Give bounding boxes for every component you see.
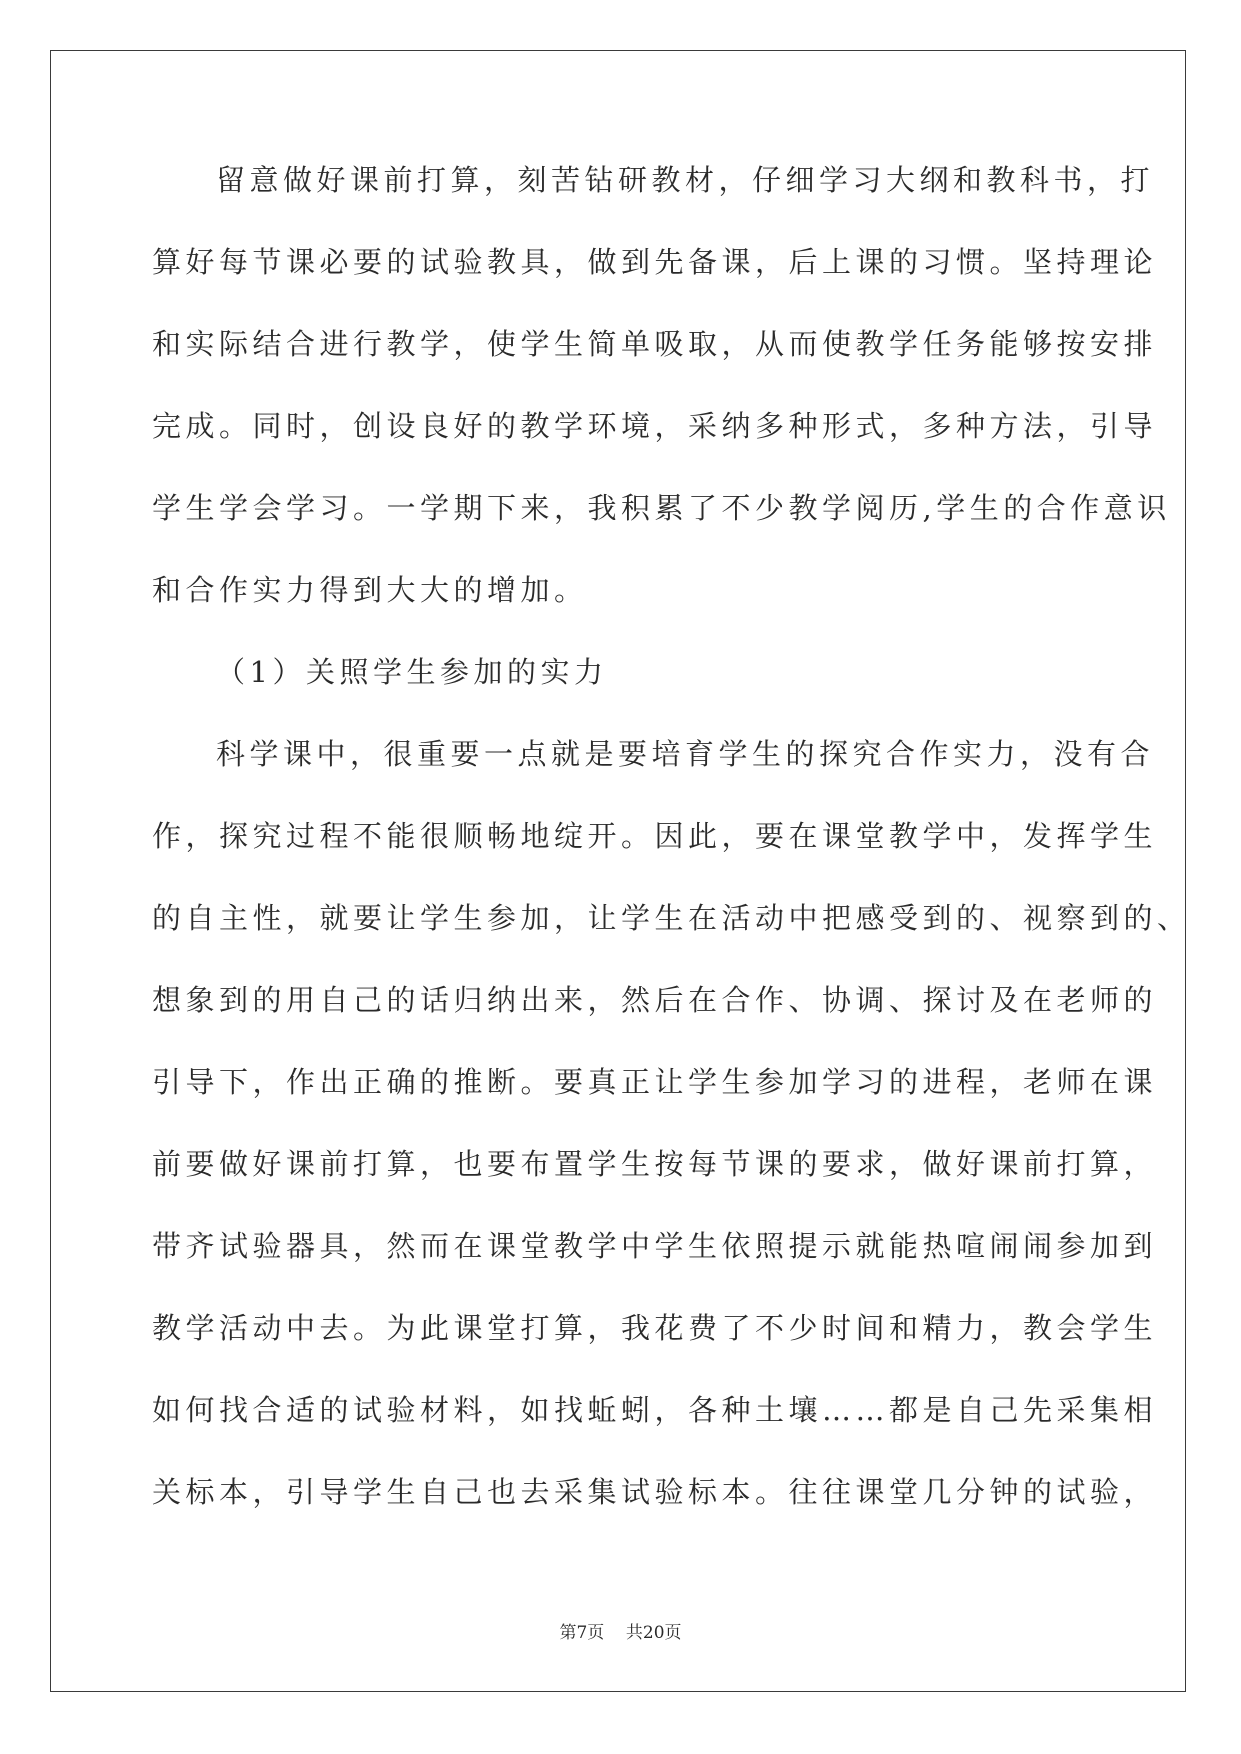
text-line: 学生学会学习。一学期下来，我积累了不少教学阅历,学生的合作意识 — [152, 491, 1171, 525]
text-line: 想象到的用自己的话归纳出来，然后在合作、协调、探讨及在老师的 — [152, 983, 1158, 1017]
text-line: 关标本，引导学生自己也去采集试验标本。往往课堂几分钟的试验， — [152, 1475, 1158, 1509]
document-body — [152, 162, 1191, 1556]
text-line: 如何找合适的试验材料，如找蚯蚓，各种土壤……都是自己先采集相 — [152, 1393, 1158, 1427]
text-line: 和实际结合进行教学，使学生简单吸取，从而使教学任务能够按安排 — [152, 327, 1158, 361]
text-line: 完成。同时，创设良好的教学环境，采纳多种形式，多种方法，引导 — [152, 409, 1158, 443]
text-line: 和合作实力得到大大的增加。 — [152, 573, 588, 607]
text-line: 带齐试验器具，然而在课堂教学中学生依照提示就能热喧闹闹参加到 — [152, 1229, 1158, 1263]
section-heading: （1）关照学生参加的实力 — [216, 655, 608, 689]
page-number: 第7页 共20页 — [559, 1623, 682, 1643]
text-line: 引导下，作出正确的推断。要真正让学生参加学习的进程，老师在课 — [152, 1065, 1158, 1099]
text-line: 的自主性，就要让学生参加，让学生在活动中把感受到的、视察到的、 — [152, 901, 1191, 935]
text-line: 科学课中，很重要一点就是要培育学生的探究合作实力，没有合 — [216, 737, 1155, 771]
text-line: 作，探究过程不能很顺畅地绽开。因此，要在课堂教学中，发挥学生 — [152, 819, 1158, 853]
text-line: 前要做好课前打算，也要布置学生按每节课的要求，做好课前打算， — [152, 1147, 1158, 1181]
text-line: 算好每节课必要的试验教具，做到先备课，后上课的习惯。坚持理论 — [152, 245, 1158, 279]
text-line: 教学活动中去。为此课堂打算，我花费了不少时间和精力，教会学生 — [152, 1311, 1158, 1345]
text-line: 留意做好课前打算，刻苦钻研教材，仔细学习大纲和教科书，打 — [216, 163, 1155, 197]
